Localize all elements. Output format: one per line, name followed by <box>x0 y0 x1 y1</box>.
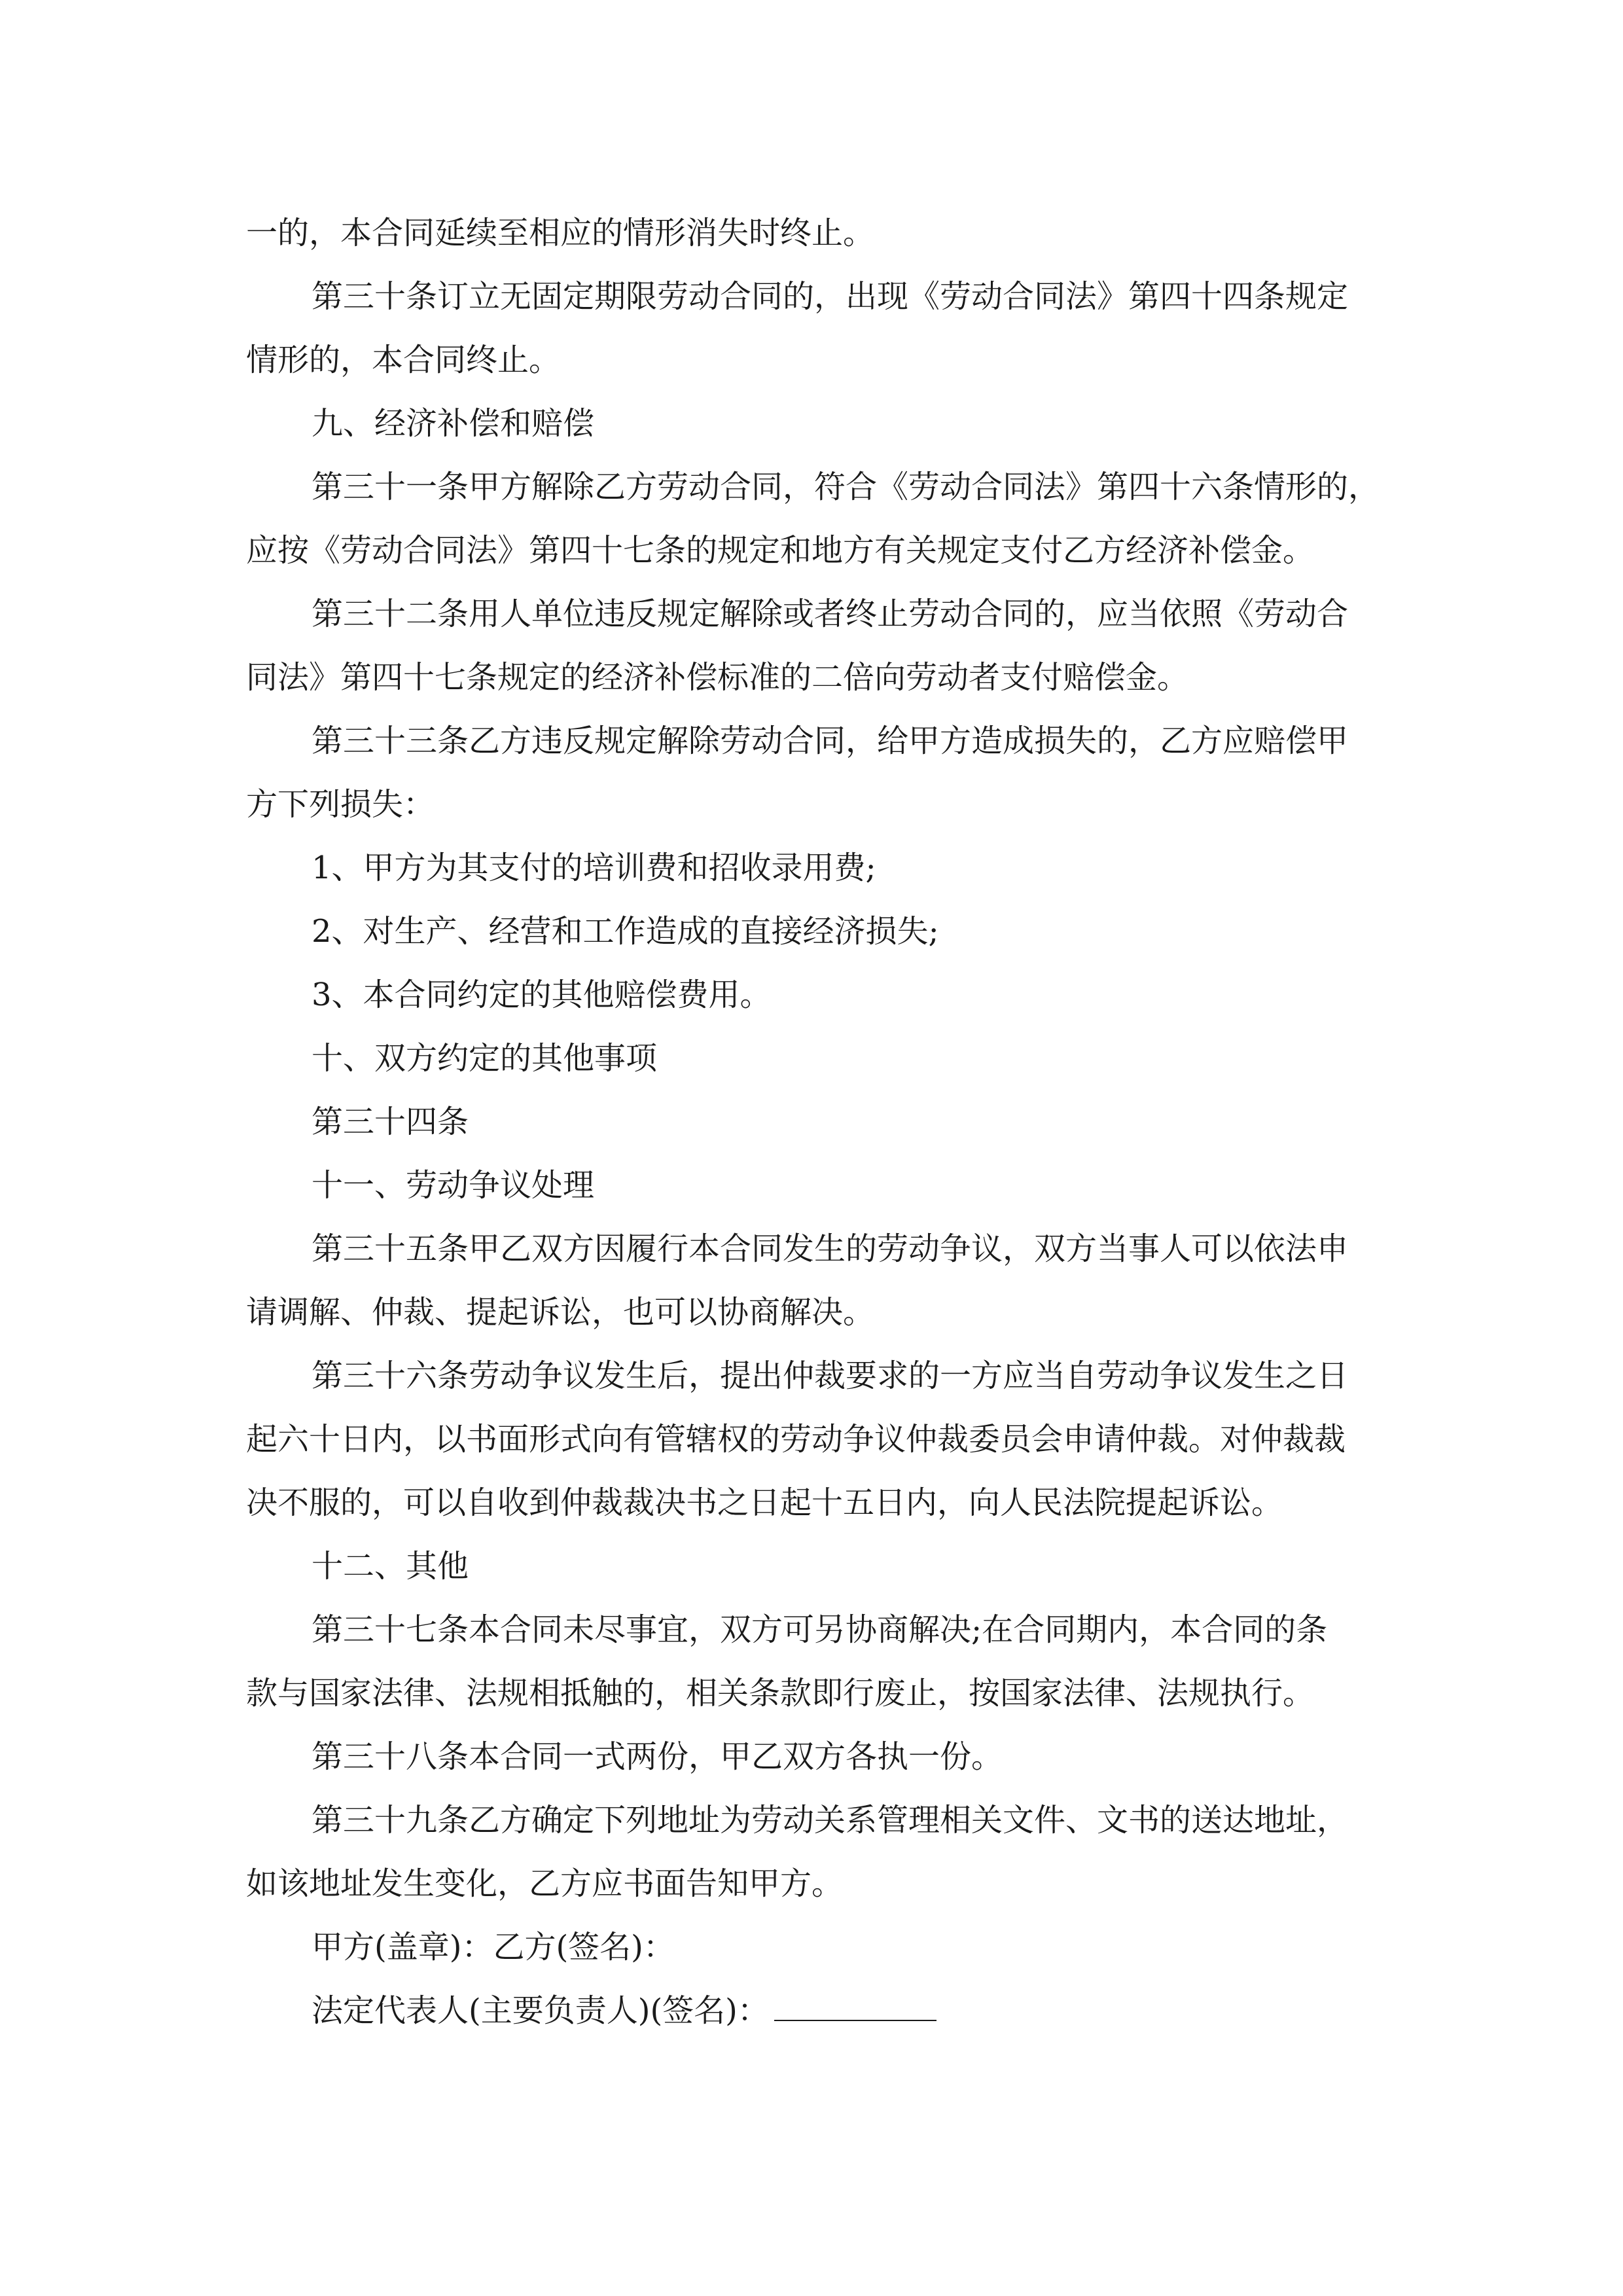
list-item: 1、甲方为其支付的培训费和招收录用费; <box>312 850 876 886</box>
paragraph-line: 第三十六条劳动争议发生后，提出仲裁要求的一方应当自劳动争议发生之日 <box>312 1357 1349 1394</box>
section-heading: 九、经济补偿和赔偿 <box>312 405 595 442</box>
paragraph-line: 决不服的，可以自收到仲裁裁决书之日起十五日内，向人民法院提起诉讼。 <box>246 1484 1283 1521</box>
paragraph-line: 一的，本合同延续至相应的情形消失时终止。 <box>246 215 875 251</box>
representative-signature-label: 法定代表人(主要负责人)(签名)： <box>312 1992 769 2029</box>
paragraph-line: 第三十五条甲乙双方因履行本合同发生的劳动争议，双方当事人可以依法申 <box>312 1230 1349 1267</box>
paragraph-line: 第三十七条本合同未尽事宜，双方可另协商解决;在合同期内，本合同的条 <box>312 1611 1328 1648</box>
representative-signature-row <box>246 1979 1385 2043</box>
paragraph-line: 第三十条订立无固定期限劳动合同的，出现《劳动合同法》第四十四条规定 <box>312 278 1349 315</box>
paragraph-line: 第三十三条乙方违反规定解除劳动合同，给甲方造成损失的，乙方应赔偿甲 <box>312 723 1349 759</box>
list-item: 3、本合同约定的其他赔偿费用。 <box>312 977 772 1013</box>
paragraph-line: 请调解、仲裁、提起诉讼，也可以协商解决。 <box>246 1294 875 1331</box>
paragraph-line: 第三十八条本合同一式两份，甲乙双方各执一份。 <box>312 1738 1003 1775</box>
paragraph-line: 第三十二条用人单位违反规定解除或者终止劳动合同的，应当依照《劳动合 <box>312 596 1349 632</box>
paragraph-line: 如该地址发生变化，乙方应书面告知甲方。 <box>246 1865 844 1902</box>
section-heading: 十一、劳动争议处理 <box>312 1167 595 1204</box>
signature-blank-line <box>774 1986 936 2021</box>
paragraph-line: 应按《劳动合同法》第四十七条的规定和地方有关规定支付乙方经济补偿金。 <box>246 532 1315 569</box>
paragraph-line: 方下列损失： <box>246 786 435 823</box>
section-heading: 十二、其他 <box>312 1548 469 1585</box>
contract-body <box>246 202 1385 2043</box>
list-item: 2、对生产、经营和工作造成的直接经济损失; <box>312 913 939 950</box>
paragraph-line: 款与国家法律、法规相抵触的，相关条款即行废止，按国家法律、法规执行。 <box>246 1675 1315 1712</box>
section-heading: 十、双方约定的其他事项 <box>312 1040 658 1077</box>
paragraph-line: 起六十日内，以书面形式向有管辖权的劳动争议仲裁委员会申请仲裁。对仲裁裁 <box>246 1421 1346 1458</box>
paragraph-line: 情形的，本合同终止。 <box>246 342 561 378</box>
article-title: 第三十四条 <box>312 1103 469 1140</box>
paragraph-line: 第三十九条乙方确定下列地址为劳动关系管理相关文件、文书的送达地址， <box>312 1802 1349 1839</box>
paragraph-line: 同法》第四十七条规定的经济补偿标准的二倍向劳动者支付赔偿金。 <box>246 659 1189 696</box>
party-signature-labels: 甲方(盖章)：乙方(签名)： <box>312 1929 675 1965</box>
paragraph-line: 第三十一条甲方解除乙方劳动合同，符合《劳动合同法》第四十六条情形的， <box>312 469 1380 505</box>
